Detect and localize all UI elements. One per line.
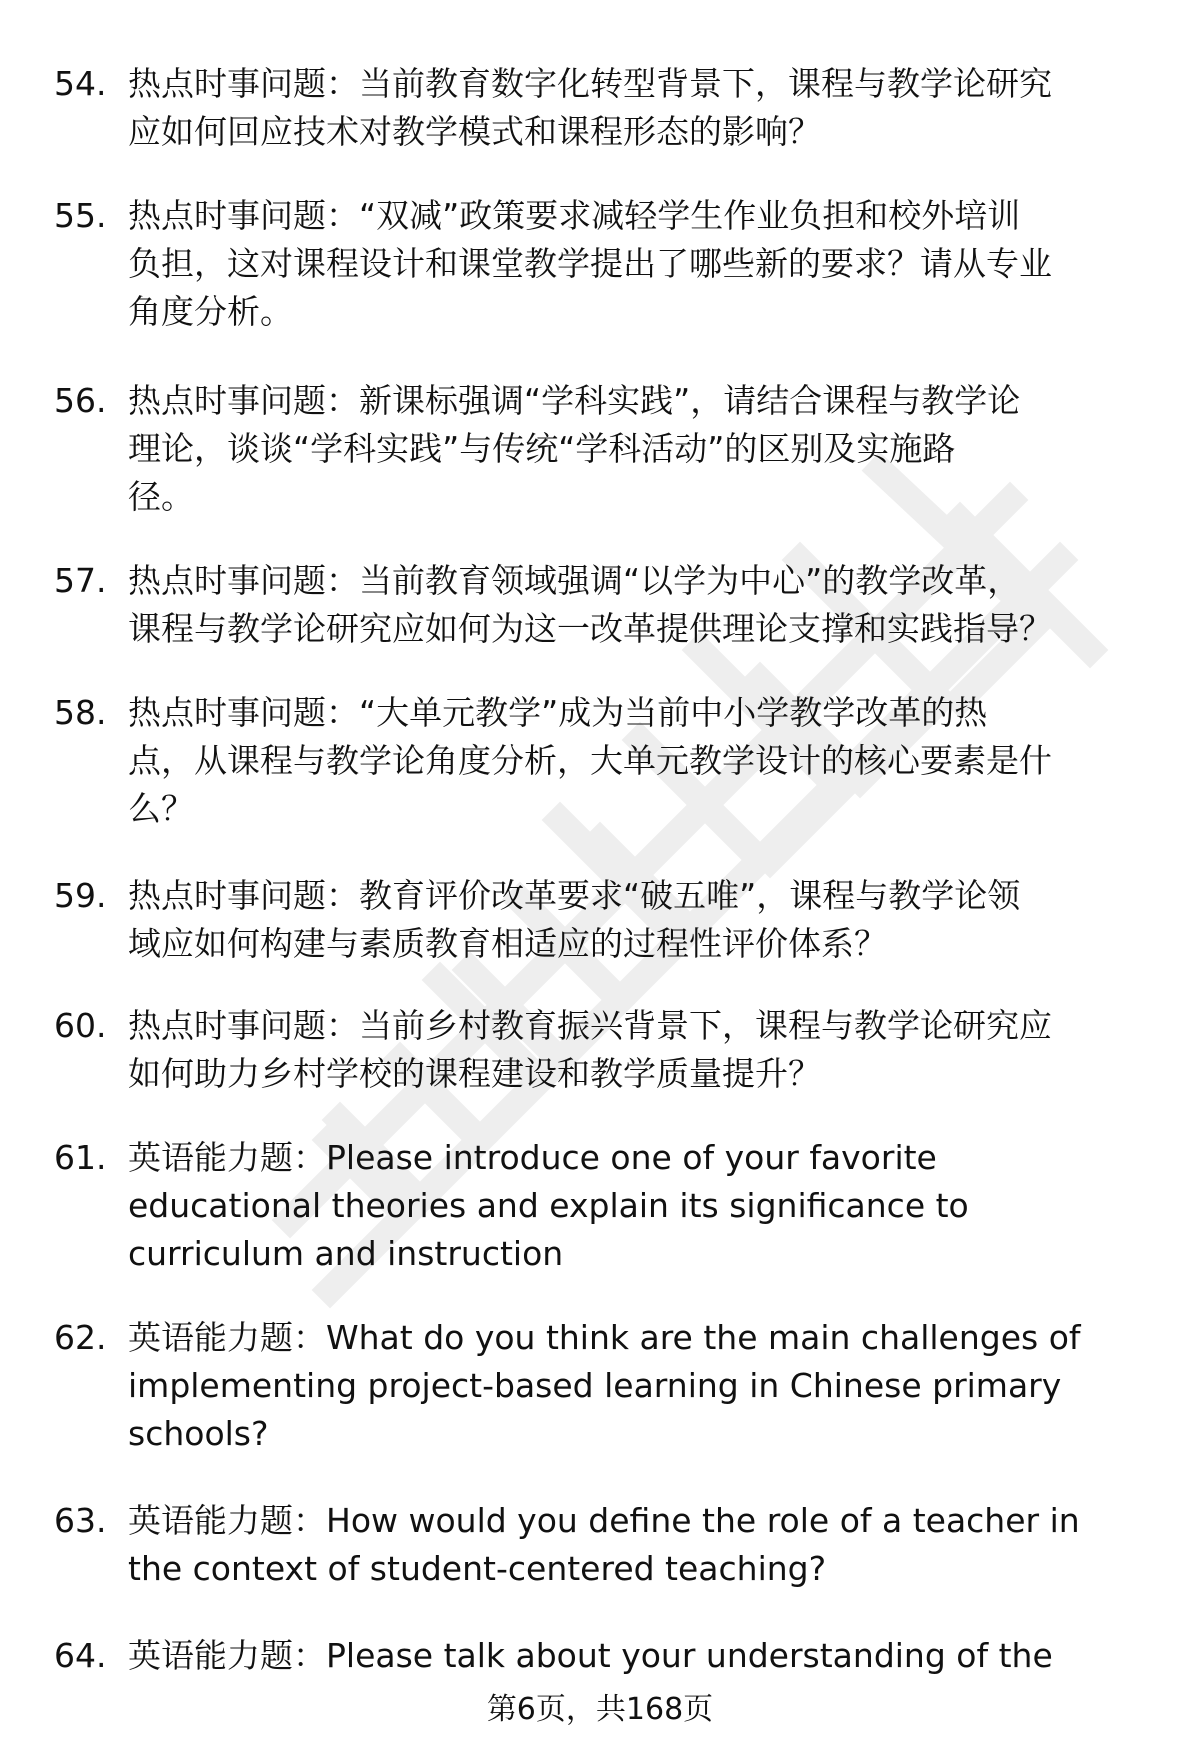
text-line: 热点时事问题：“双减”政策要求减轻学生作业负担和校外培训 [128,196,1021,235]
question-text [128,1134,1146,1278]
text-line: 课程与教学论研究应如何为这一改革提供理论支撑和实践指导？ [128,609,1052,648]
page-indicator: 第6页，共168页 [486,1692,714,1727]
question-text [128,192,1146,336]
question-text [128,60,1146,156]
text-line: 英语能力题：How would you define the role of a teacher in [128,1501,1080,1540]
question-text [128,1497,1146,1593]
text-line: 英语能力题：Please introduce one of your favorite [128,1138,937,1177]
question-text [128,689,1146,833]
question-number: 57. [54,561,107,600]
text-line: educational theories and explain its significance to [128,1186,969,1225]
text-line: 负担，这对课程设计和课堂教学提出了哪些新的要求？请从专业 [128,244,1052,283]
text-line: implementing project-based learning in Chinese primary [128,1366,1062,1405]
question-number: 64. [54,1636,107,1675]
question-text [128,872,1146,968]
question-number: 55. [54,196,107,235]
text-line: 径。 [128,477,194,516]
text-line: 域应如何构建与素质教育相适应的过程性评价体系？ [128,924,887,963]
text-line: the context of student-centered teaching? [128,1549,827,1588]
text-line: 应如何回应技术对教学模式和课程形态的影响？ [128,112,821,151]
question-number: 60. [54,1006,107,1045]
text-line: 英语能力题：What do you think are the main challenges of [128,1318,1081,1357]
question-text [128,1002,1146,1098]
text-line: 热点时事问题：当前教育领域强调“以学为中心”的教学改革， [128,561,1021,600]
question-number: 63. [54,1501,107,1540]
text-line: 英语能力题：Please talk about your understanding of the [128,1636,1053,1675]
question-text [128,1632,1146,1680]
text-line: 点，从课程与教学论角度分析，大单元教学设计的核心要素是什 [128,741,1052,780]
text-line: 角度分析。 [128,292,293,331]
question-text [128,377,1146,521]
text-line: schools? [128,1414,269,1453]
text-line: 热点时事问题：当前乡村教育振兴背景下，课程与教学论研究应 [128,1006,1052,1045]
text-line: 热点时事问题：新课标强调“学科实践”，请结合课程与教学论 [128,381,1021,420]
text-line: 理论，谈谈“学科实践”与传统“学科活动”的区别及实施路 [128,429,956,468]
question-number: 54. [54,64,107,103]
text-line: curriculum and instruction [128,1234,564,1273]
question-number: 59. [54,876,107,915]
text-line: 热点时事问题：教育评价改革要求“破五唯”，课程与教学论领 [128,876,1021,915]
question-number: 56. [54,381,107,420]
question-number: 61. [54,1138,107,1177]
question-text [128,557,1146,653]
text-line: 么？ [128,789,194,828]
text-line: 热点时事问题：当前教育数字化转型背景下，课程与教学论研究 [128,64,1052,103]
text-line: 如何助力乡村学校的课程建设和教学质量提升？ [128,1054,821,1093]
text-line: 热点时事问题：“大单元教学”成为当前中小学教学改革的热 [128,693,988,732]
question-text [128,1314,1146,1458]
question-number: 58. [54,693,107,732]
question-number: 62. [54,1318,107,1357]
